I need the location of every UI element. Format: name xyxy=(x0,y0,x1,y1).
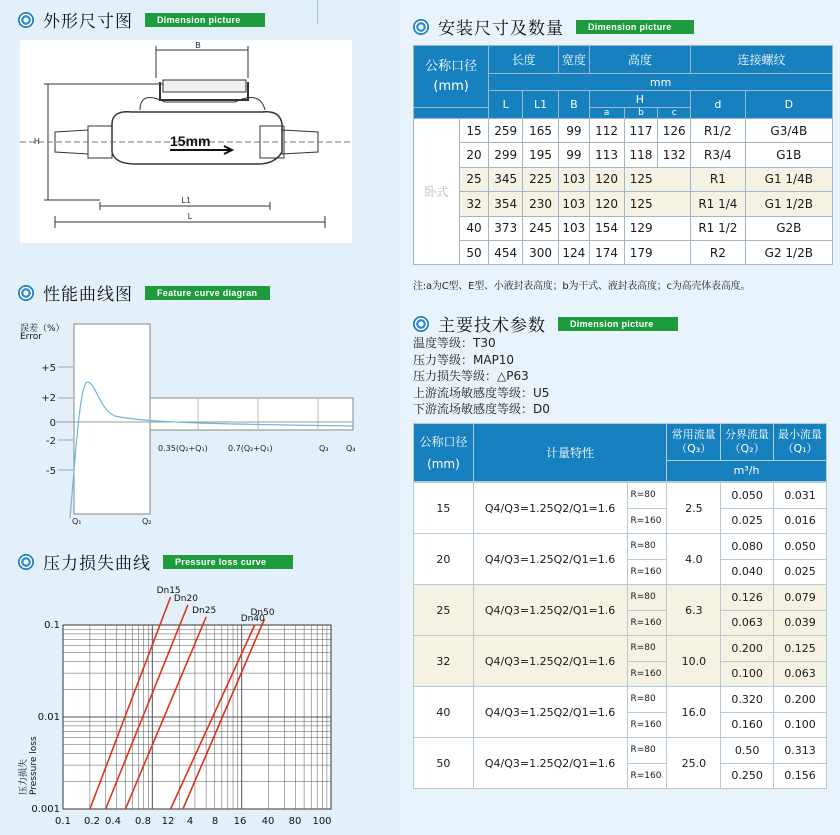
cell-q2: 0.040 xyxy=(721,559,774,585)
cell-q2: 0.080 xyxy=(721,534,774,560)
cell-B: 103 xyxy=(559,216,590,240)
cell-metering: Q4/Q3=1.25Q2/Q1=1.6 xyxy=(473,738,627,789)
section-title-zh: 主要技术参数 xyxy=(438,316,546,335)
cell-B: 99 xyxy=(559,143,590,167)
th-L: L xyxy=(489,91,523,119)
cell-L: 373 xyxy=(489,216,523,240)
cell-L: 299 xyxy=(489,143,523,167)
cell-L1: 225 xyxy=(523,167,559,191)
series-label-dn15: Dn15 xyxy=(156,586,181,596)
x-tick-label: 4 xyxy=(186,816,194,827)
cell-L1: 300 xyxy=(523,240,559,264)
cell-q2: 0.050 xyxy=(721,483,774,509)
spec-table xyxy=(413,423,827,482)
feature-ytick: -5 xyxy=(46,466,56,477)
th-thread: 连接螺纹 xyxy=(691,46,833,74)
drawing-label-l: L xyxy=(187,212,193,221)
cell-D: G2 1/2B xyxy=(745,240,832,264)
cell-q2: 0.200 xyxy=(721,636,774,662)
cell-a: 154 xyxy=(589,216,624,240)
cell-b: 117 xyxy=(624,119,658,143)
th-metering: 计量特性 xyxy=(473,424,666,482)
th-q2 xyxy=(721,424,774,461)
install-dimension-table xyxy=(413,45,833,265)
th-q1-sym: （Q₁） xyxy=(782,442,818,456)
section-title-zh: 压力损失曲线 xyxy=(43,554,151,573)
y-tick-label: 0.1 xyxy=(44,620,60,631)
drawing-label-b: B xyxy=(195,41,201,50)
table-row xyxy=(414,119,833,143)
cell-metering: Q4/Q3=1.25Q2/Q1=1.6 xyxy=(473,585,627,636)
cell-q1: 0.031 xyxy=(774,483,827,509)
side-label: 卧式 xyxy=(414,119,460,265)
x-tick-label: 12 xyxy=(161,816,175,827)
install-note: 注:a为C型、E型、小液封表高度；b为干式、液封表高度；c为高壳体表高度。 xyxy=(413,281,751,292)
series-label-dn25: Dn25 xyxy=(192,606,217,616)
cell-a: 174 xyxy=(589,240,624,264)
cell-a: 112 xyxy=(589,119,624,143)
cell-q3: 25.0 xyxy=(667,738,721,789)
dimension-drawing-panel xyxy=(20,40,352,243)
table-row xyxy=(414,240,833,264)
cell-B: 99 xyxy=(559,119,590,143)
water-meter-drawing xyxy=(20,40,352,243)
cell-q2: 0.126 xyxy=(721,585,774,611)
th-unit: m³/h xyxy=(667,461,827,482)
th-nominal xyxy=(414,46,489,108)
cell-L: 345 xyxy=(489,167,523,191)
cell-q3: 6.3 xyxy=(667,585,721,636)
x-tick-label: 0.8 xyxy=(135,816,151,827)
cell-d: R1 1/4 xyxy=(691,192,746,216)
section-title-zh: 安装尺寸及数量 xyxy=(438,19,564,38)
feature-ytick: 0 xyxy=(49,418,56,429)
spec-table-body xyxy=(413,482,827,789)
cell-L1: 230 xyxy=(523,192,559,216)
th-d: d xyxy=(691,91,746,119)
cell-d: R1 1/2 xyxy=(691,216,746,240)
cell-b: 179 xyxy=(624,240,658,264)
th-q1-label: 最小流量 xyxy=(778,428,822,442)
th-nominal-unit: (mm) xyxy=(427,456,460,471)
th-L1: L1 xyxy=(523,91,559,119)
table-row xyxy=(414,534,827,560)
section-tag: Dimension picture xyxy=(558,317,678,331)
th-nominal-label: 公称口径 xyxy=(425,58,478,74)
cell-a: 120 xyxy=(589,167,624,191)
cell-q1: 0.079 xyxy=(774,585,827,611)
cell-q2: 0.50 xyxy=(721,738,774,764)
cell-q1: 0.156 xyxy=(774,763,827,789)
cell-dn: 20 xyxy=(414,534,474,585)
table-row xyxy=(414,738,827,764)
th-c: c xyxy=(658,108,691,119)
th-nominal-unit: (mm) xyxy=(433,78,469,94)
cell-b: 129 xyxy=(624,216,658,240)
cell-dn: 40 xyxy=(414,687,474,738)
drawing-label-l1: L1 xyxy=(181,196,191,205)
cell-d: R1 xyxy=(691,167,746,191)
cell-r160: R=160 xyxy=(627,763,667,789)
cell-a: 113 xyxy=(589,143,624,167)
cell-dn: 25 xyxy=(414,585,474,636)
cell-r80: R=80 xyxy=(627,483,667,509)
cell-dn: 32 xyxy=(414,636,474,687)
bullet-icon xyxy=(413,19,429,35)
cell-r160: R=160 xyxy=(627,712,667,738)
cell-c xyxy=(658,216,691,240)
cell-r160: R=160 xyxy=(627,508,667,534)
table-row xyxy=(414,636,827,662)
cell-c: 132 xyxy=(658,143,691,167)
th-q2-label: 分界流量 xyxy=(725,428,770,442)
series-label-dn50: Dn50 xyxy=(250,608,275,618)
cell-q2: 0.320 xyxy=(721,687,774,713)
th-length: 长度 xyxy=(489,46,559,74)
param-upstream: 上游流场敏感度等级：U5 xyxy=(413,385,550,400)
table-row xyxy=(414,192,833,216)
feature-bottom-label: Q₂ xyxy=(142,517,152,526)
section-title-install xyxy=(413,14,694,39)
param-downstream: 下游流场敏感度等级：D0 xyxy=(413,402,550,416)
th-a: a xyxy=(589,108,624,119)
cell-q1: 0.039 xyxy=(774,610,827,636)
drawing-arrow-text: 15mm xyxy=(170,133,211,149)
series-label-dn20: Dn20 xyxy=(173,594,198,604)
cell-r160: R=160 xyxy=(627,559,667,585)
table-row xyxy=(414,167,833,191)
cell-q1: 0.313 xyxy=(774,738,827,764)
cell-r80: R=80 xyxy=(627,534,667,560)
cell-D: G2B xyxy=(745,216,832,240)
table-row xyxy=(414,143,833,167)
cell-c xyxy=(658,192,691,216)
cell-L: 454 xyxy=(489,240,523,264)
feature-ytick: -2 xyxy=(46,436,56,447)
cell-B: 103 xyxy=(559,192,590,216)
param-temperature: 温度等级：T30 xyxy=(413,336,496,350)
cell-B: 103 xyxy=(559,167,590,191)
cell-dn: 15 xyxy=(459,119,488,143)
cell-L1: 245 xyxy=(523,216,559,240)
cell-L: 259 xyxy=(489,119,523,143)
section-title-zh: 外形尺寸图 xyxy=(43,12,133,31)
cell-D: G1 1/4B xyxy=(745,167,832,191)
th-D: D xyxy=(745,91,832,119)
cell-metering: Q4/Q3=1.25Q2/Q1=1.6 xyxy=(473,534,627,585)
feature-curve-chart xyxy=(0,300,380,530)
param-pressure: 压力等级：MAP10 xyxy=(413,352,515,367)
cell-b: 118 xyxy=(624,143,658,167)
cell-b: 125 xyxy=(624,167,658,191)
th-q3-label: 常用流量 xyxy=(671,428,716,442)
cell-L: 354 xyxy=(489,192,523,216)
cell-d: R2 xyxy=(691,240,746,264)
x-tick-label: 0.4 xyxy=(105,816,121,827)
cell-q2: 0.100 xyxy=(721,661,774,687)
cell-a: 120 xyxy=(589,192,624,216)
cell-d: R3/4 xyxy=(691,143,746,167)
x-tick-label: 40 xyxy=(261,816,275,827)
cell-r80: R=80 xyxy=(627,636,667,662)
th-nominal-label: 公称口径 xyxy=(419,434,468,449)
cell-metering: Q4/Q3=1.25Q2/Q1=1.6 xyxy=(473,636,627,687)
feature-xlabel: 0.35(Q₂+Q₁) xyxy=(158,444,208,453)
bullet-icon xyxy=(18,12,34,28)
cell-q2: 0.160 xyxy=(721,712,774,738)
y-axis-label-zh: 压力损失 xyxy=(19,758,29,795)
cell-L1: 165 xyxy=(523,119,559,143)
cell-c xyxy=(658,167,691,191)
table-row xyxy=(414,687,827,713)
feature-xlabel: Q₃ xyxy=(319,444,329,453)
th-mm: mm xyxy=(489,74,833,91)
cell-D: G1B xyxy=(745,143,832,167)
section-tag: Dimension picture xyxy=(576,20,694,34)
cell-dn: 50 xyxy=(414,738,474,789)
cell-q2: 0.063 xyxy=(721,610,774,636)
feature-ytick: +5 xyxy=(41,363,56,374)
cell-r80: R=80 xyxy=(627,585,667,611)
section-title-specs xyxy=(413,311,678,336)
divider-line xyxy=(317,0,318,24)
cell-B: 124 xyxy=(559,240,590,264)
feature-ylabel-en: Error xyxy=(20,332,42,342)
feature-xlabel: 0.7(Q₂+Q₁) xyxy=(228,444,273,453)
cell-D: G3/4B xyxy=(745,119,832,143)
x-tick-label: 8 xyxy=(211,816,219,827)
x-tick-label: 16 xyxy=(233,816,247,827)
x-tick-label: 80 xyxy=(288,816,302,827)
param-pressure-loss: 压力损失等级：△P63 xyxy=(413,369,529,383)
cell-q1: 0.063 xyxy=(774,661,827,687)
th-b: b xyxy=(624,108,658,119)
cell-metering: Q4/Q3=1.25Q2/Q1=1.6 xyxy=(473,483,627,534)
cell-d: R1/2 xyxy=(691,119,746,143)
section-tag: Feature curve diagran xyxy=(145,286,270,300)
feature-xlabel: Q₄ xyxy=(346,444,356,453)
cell-c xyxy=(658,240,691,264)
pressure-loss-chart xyxy=(0,570,400,835)
cell-q1: 0.016 xyxy=(774,508,827,534)
cell-dn: 40 xyxy=(459,216,488,240)
cell-q1: 0.200 xyxy=(774,687,827,713)
cell-c: 126 xyxy=(658,119,691,143)
table-row xyxy=(414,216,833,240)
series-label-dn40: Dn40 xyxy=(240,614,265,624)
section-tag: Dimension picture xyxy=(145,13,265,27)
cell-q1: 0.125 xyxy=(774,636,827,662)
cell-D: G1 1/2B xyxy=(745,192,832,216)
bullet-icon xyxy=(18,285,34,301)
cell-dn: 25 xyxy=(459,167,488,191)
cell-q1: 0.050 xyxy=(774,534,827,560)
drawing-label-h: H xyxy=(34,137,40,146)
th-width: 宽度 xyxy=(559,46,590,74)
th-B: B xyxy=(559,91,590,119)
cell-q2: 0.250 xyxy=(721,763,774,789)
cell-dn: 32 xyxy=(459,192,488,216)
feature-ytick: +2 xyxy=(41,393,56,404)
th-q2-sym: （Q₂） xyxy=(729,442,765,456)
cell-b: 125 xyxy=(624,192,658,216)
cell-L1: 195 xyxy=(523,143,559,167)
feature-bottom-label: Q₁ xyxy=(72,517,82,526)
table-row xyxy=(414,483,827,509)
cell-q1: 0.025 xyxy=(774,559,827,585)
cell-metering: Q4/Q3=1.25Q2/Q1=1.6 xyxy=(473,687,627,738)
cell-q2: 0.025 xyxy=(721,508,774,534)
th-height: 高度 xyxy=(589,46,690,74)
x-tick-label: 0.2 xyxy=(84,816,100,827)
th-blank xyxy=(414,108,489,119)
section-title-dimension xyxy=(18,7,265,32)
bullet-icon xyxy=(413,316,429,332)
y-tick-label: 0.001 xyxy=(31,804,60,815)
cell-r160: R=160 xyxy=(627,661,667,687)
th-H: H xyxy=(589,91,690,108)
feature-ylabel-zh: 误差（%） xyxy=(20,324,65,334)
cell-q1: 0.100 xyxy=(774,712,827,738)
cell-r160: R=160 xyxy=(627,610,667,636)
cell-dn: 50 xyxy=(459,240,488,264)
section-title-zh: 性能曲线图 xyxy=(43,285,133,304)
y-axis-label-en: Pressure loss xyxy=(29,736,39,795)
cell-dn: 20 xyxy=(459,143,488,167)
cell-q3: 10.0 xyxy=(667,636,721,687)
bullet-icon xyxy=(18,554,34,570)
tech-params xyxy=(413,335,550,418)
x-tick-label: 100 xyxy=(312,816,332,827)
section-tag: Pressure loss curve xyxy=(163,555,293,569)
x-tick-label: 0.1 xyxy=(55,816,71,827)
th-q3 xyxy=(667,424,721,461)
th-q1 xyxy=(774,424,827,461)
cell-q3: 4.0 xyxy=(667,534,721,585)
th-nominal xyxy=(414,424,474,482)
cell-r80: R=80 xyxy=(627,738,667,764)
cell-r80: R=80 xyxy=(627,687,667,713)
cell-dn: 15 xyxy=(414,483,474,534)
y-tick-label: 0.01 xyxy=(37,712,60,723)
cell-q3: 2.5 xyxy=(667,483,721,534)
table-row xyxy=(414,585,827,611)
cell-q3: 16.0 xyxy=(667,687,721,738)
th-q3-sym: （Q₃） xyxy=(676,442,712,456)
